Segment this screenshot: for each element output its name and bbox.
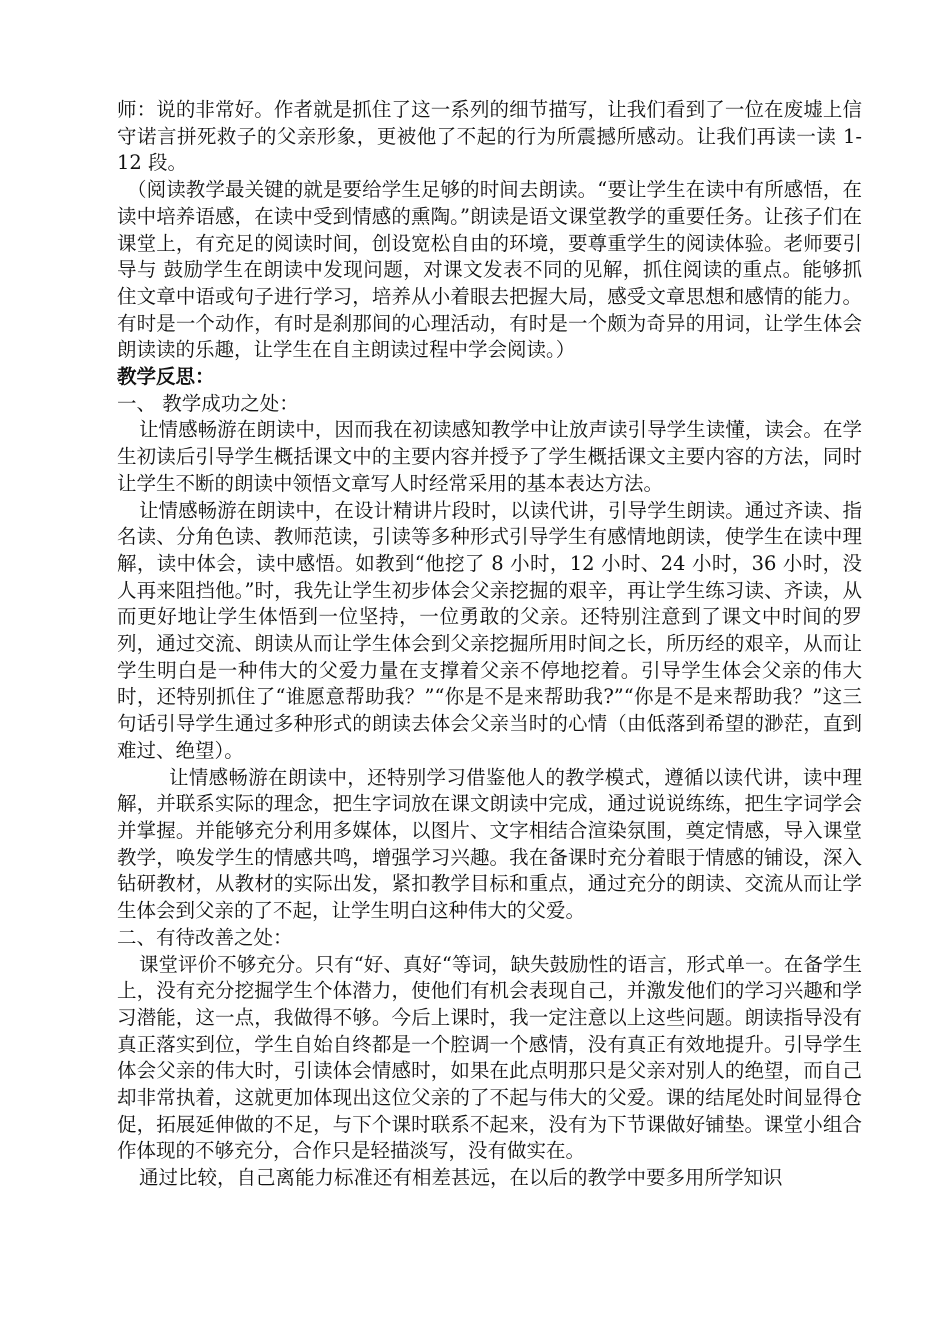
paragraph-success-1: 让情感畅游在朗读中，因而我在初读感知教学中让放声读引导学生读懂，读会。在学生初读后引导学生概括课文中的主要内容并授予了学生概括课文主要内容的方法，同时让学生不断的朗读中领悟文章写人时经常采用的基本表达方法。	[117, 418, 862, 495]
document-page	[117, 97, 862, 1192]
paragraph-reading-note: （阅读教学最关键的就是要给学生足够的时间去朗读。“要让学生在读中有所感悟，在读中培养语感，在读中受到情感的熏陶。”朗读是语文课堂教学的重要任务。让孩子们在课堂上，有充足的阅读时间，创设宽松自由的环境，要尊重学生的阅读体验。老师要引导与 鼓励学生在朗读中发现问题，对课文发表不同的见解，抓住阅读的重点。能够抓住文章中语或句子进行学习，培养从小着眼去把握大局，感受文章思想和感情的能力。有时是一个动作，有时是刹那间的心理活动，有时是一个颇为奇异的用词，让学生体会朗读读的乐趣，让学生在自主朗读过程中学会阅读。）	[117, 178, 862, 362]
paragraph-success-2: 让情感畅游在朗读中，在设计精讲片段时，以读代讲，引导学生朗读。通过齐读、指名读、分角色读、教师范读，引读等多种形式引导学生有感情地朗读，使学生在读中理解，读中体会，读中感悟。如教到“他挖了 8 小时，12 小时、24 小时，36 小时，没人再来阻挡他。”时，我先让学生初步体会父亲挖掘的艰辛，再让学生练习读、齐读，从而更好地让学生体悟到一位坚持，一位勇敢的父亲。还特别注意到了课文中时间的罗列，通过交流、朗读从而让学生体会到父亲挖掘所用时间之长，所历经的艰辛，从而让学生明白是一种伟大的父爱力量在支撑着父亲不停地挖着。引导学生体会父亲的伟大时，还特别抓住了“谁愿意帮助我？”“你是不是来帮助我?”“你是不是来帮助我？”这三句话引导学生通过多种形式的朗读去体会父亲当时的心情（由低落到希望的渺茫，直到难过、绝望）。	[117, 498, 862, 762]
paragraph-success-3: 让情感畅游在朗读中，还特别学习借鉴他人的教学模式，遵循以读代讲，读中理解，并联系实际的理念，把生字词放在课文朗读中完成，通过说说练练，把生字词学会并掌握。并能够充分利用多媒体，以图片、文字相结合渲染氛围，奠定情感，导入课堂教学，唤发学生的情感共鸣，增强学习兴趣。我在备课时充分着眼于情感的铺设，深入钻研教材，从教材的实际出发，紧扣教学目标和重点，通过充分的朗读、交流从而让学生体会到父亲的了不起，让学生明白这种伟大的父爱。	[117, 765, 862, 923]
subheading-successes: 一、 教学成功之处：	[117, 391, 299, 415]
section-heading-reflection: 教学反思：	[117, 365, 215, 389]
paragraph-improvement-2: 通过比较，自己离能力标准还有相差甚远，在以后的教学中要多用所学知识	[139, 1166, 783, 1190]
paragraph-improvement-1: 课堂评价不够充分。只有“好、真好“等词，缺失鼓励性的语言，形式单一。在备学生上，没有充分挖掘学生个体潜力，使他们有机会表现自己，并激发他们的学习兴趣和学习潜能，这一点，我做得不够。今后上课时，我一定注意以上这些问题。朗读指导没有真正落实到位，学生自始自终都是一个腔调一个感情，没有真正有效地提升。引导学生体会父亲的伟大时，引读体会情感时，如果在此点明那只是父亲对别人的绝望，而自己却非常执着，这就更加体现出这位父亲的了不起与伟大的父爱。课的结尾处时间显得仓促，拓展延伸做的不足，与下个课时联系不起来，没有为下节课做好铺垫。课堂小组合作体现的不够充分，合作只是轻描淡写，没有做实在。	[117, 952, 862, 1163]
subheading-improvements: 二、有待改善之处：	[117, 925, 293, 949]
paragraph-teacher-remark: 师：说的非常好。作者就是抓住了这一系列的细节描写，让我们看到了一位在废墟上信守诺言拼死救子的父亲形象，更被他了不起的行为所震撼所感动。让我们再读一读 1-12 段。	[117, 98, 862, 175]
